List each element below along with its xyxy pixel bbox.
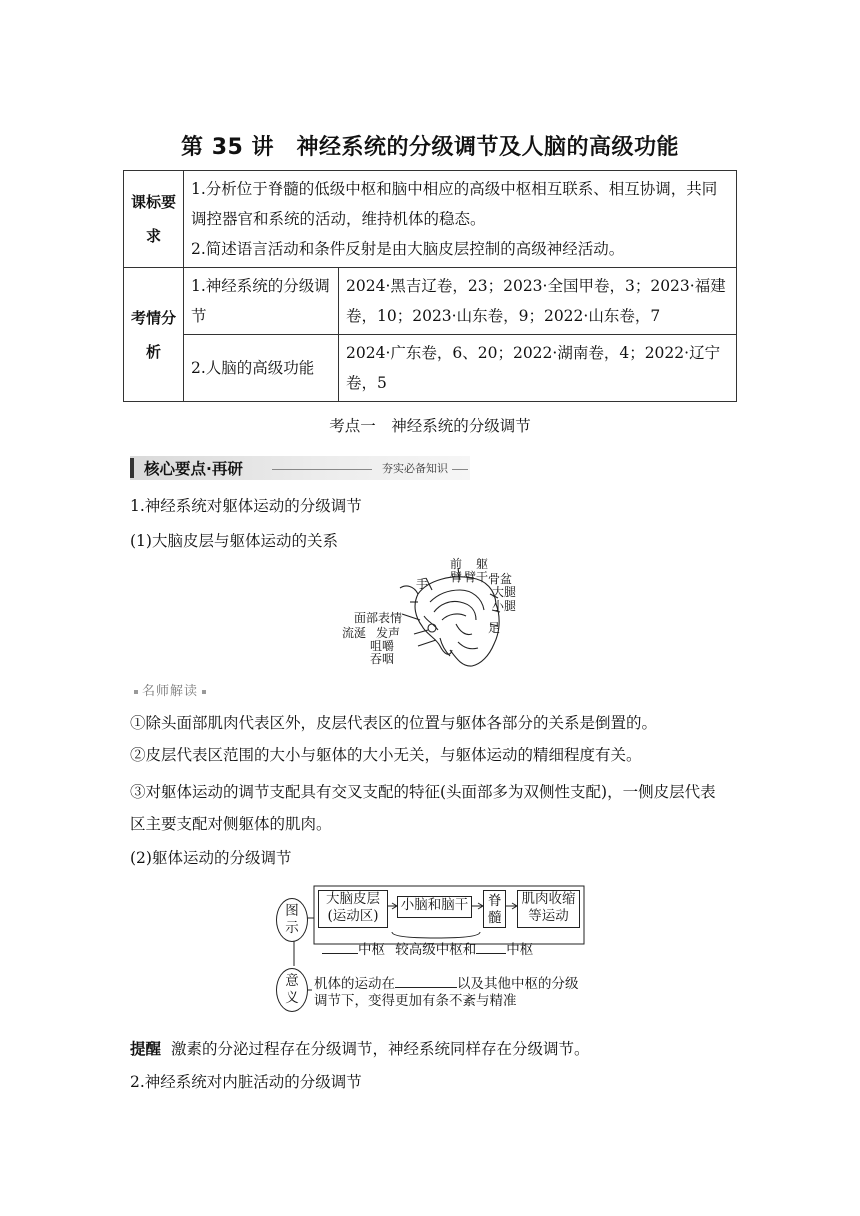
label-salivation: 流涎 [342,626,367,640]
banner-bar [130,458,134,478]
note-3: ③对躯体运动的调节支配具有交叉支配的特征(头面部多为双侧性支配)，一侧皮层代表区主要支配对侧躯体的肌肉。 [130,783,716,833]
banner-tail [452,469,468,470]
label-hand: 手 [416,577,429,591]
section-banner [130,456,470,480]
heading-1-sub-2: (2)躯体运动的分级调节 [130,849,292,867]
meaning-text-line-1: 机体的运动在 以及其他中枢的分级 [314,976,579,992]
requirements-table [123,170,737,402]
topic-2: 2.人脑的高级功能 [184,335,339,402]
heading-2: 2.神经系统对内脏活动的分级调节 [130,1073,362,1091]
meaning-text-line-2: 调节下，变得更加有条不紊与精准 [314,993,517,1009]
banner-divider [272,469,372,470]
brace-higher-center [392,932,480,938]
box-cerebellum-brainstem: 小脑和脑干 [397,896,472,918]
tip-text: 激素的分泌过程存在分级调节，神经系统同样存在分级调节。 [171,1040,590,1058]
heading-1: 1.神经系统对躯体运动的分级调节 [130,497,362,515]
label-foot: 足 [488,621,501,635]
page-title: 第 35 讲 神经系统的分级调节及人脑的高级功能 [181,135,679,160]
box-muscle-contraction: 肌肉收缩 等运动 [517,890,580,928]
section-title: 考点一 神经系统的分级调节 [329,417,531,435]
label-forearm-qian: 前 [450,557,463,571]
label-thigh: 大腿 [492,585,517,599]
tip-paragraph [130,1037,730,1061]
banner-title: 核心要点·再研 [144,460,243,478]
topic-1: 1.神经系统的分级调节 [184,268,339,335]
illustration-circle: 图示 [276,898,308,942]
hierarchical-regulation-diagram [276,882,588,1012]
label-trunk-qu: 躯 [476,557,489,571]
label-arm-trunk: 臂干 [464,570,489,584]
blank-meaning[interactable] [395,974,457,988]
note-2: ②皮层代表区范围的大小与躯体的大小无关，与躯体运动的精细程度有关。 [130,746,642,764]
fill-in-center-row: 中枢 较高级中枢和 中枢 [322,940,533,959]
title-dot-left [134,690,138,694]
meaning-circle: 意义 [276,968,308,1012]
blank-low-center[interactable] [322,940,358,954]
teacher-interpretation-title: 名师解读 [130,680,210,699]
label-chewing: 咀嚼 [370,639,395,653]
tip-label: 提醒 [130,1040,162,1058]
label-swallowing: 吞咽 [370,652,395,666]
standard-header: 课标要求 [124,171,184,268]
standard-content [184,171,737,268]
sources-2: 2024·广东卷，6、20；2022·湖南卷，4；2022·辽宁卷，5 [339,335,737,402]
label-pelvis: 骨盆 [488,572,513,586]
standard-line-1: 1.分析位于脊髓的低级中枢和脑中相应的高级中枢相互联系、相互协调，共同调控器官和系统的活动，维持机体的稳态。 [191,180,718,228]
label-calf: 小腿 [492,599,517,613]
blank-higher-center[interactable] [476,940,506,954]
note-1: ①除头面部肌肉代表区外，皮层代表区的位置与躯体各部分的关系是倒置的。 [130,714,658,732]
label-facial-expression: 面部表情 [354,611,403,625]
standard-line-2: 2.简述语言活动和条件反射是由大脑皮层控制的高级神经活动。 [191,240,625,258]
box-cerebral-cortex: 大脑皮层 (运动区) [318,890,388,928]
banner-subtitle: 夯实必备知识 [382,462,448,475]
sources-1: 2024·黑吉辽卷，23；2023·全国甲卷，3；2023·福建卷，10；2023·山东卷，9；2022·山东卷，7 [339,268,737,335]
brain-motor-cortex-figure [340,554,530,672]
analysis-header: 考情分析 [124,268,184,402]
title-dot-right [202,690,206,694]
box-spinal-cord: 脊髓 [483,890,506,928]
label-vocalization: 发声 [376,626,401,640]
label-forearm-bi: 臂 [450,570,463,584]
heading-1-sub-1: (1)大脑皮层与躯体运动的关系 [130,532,338,550]
